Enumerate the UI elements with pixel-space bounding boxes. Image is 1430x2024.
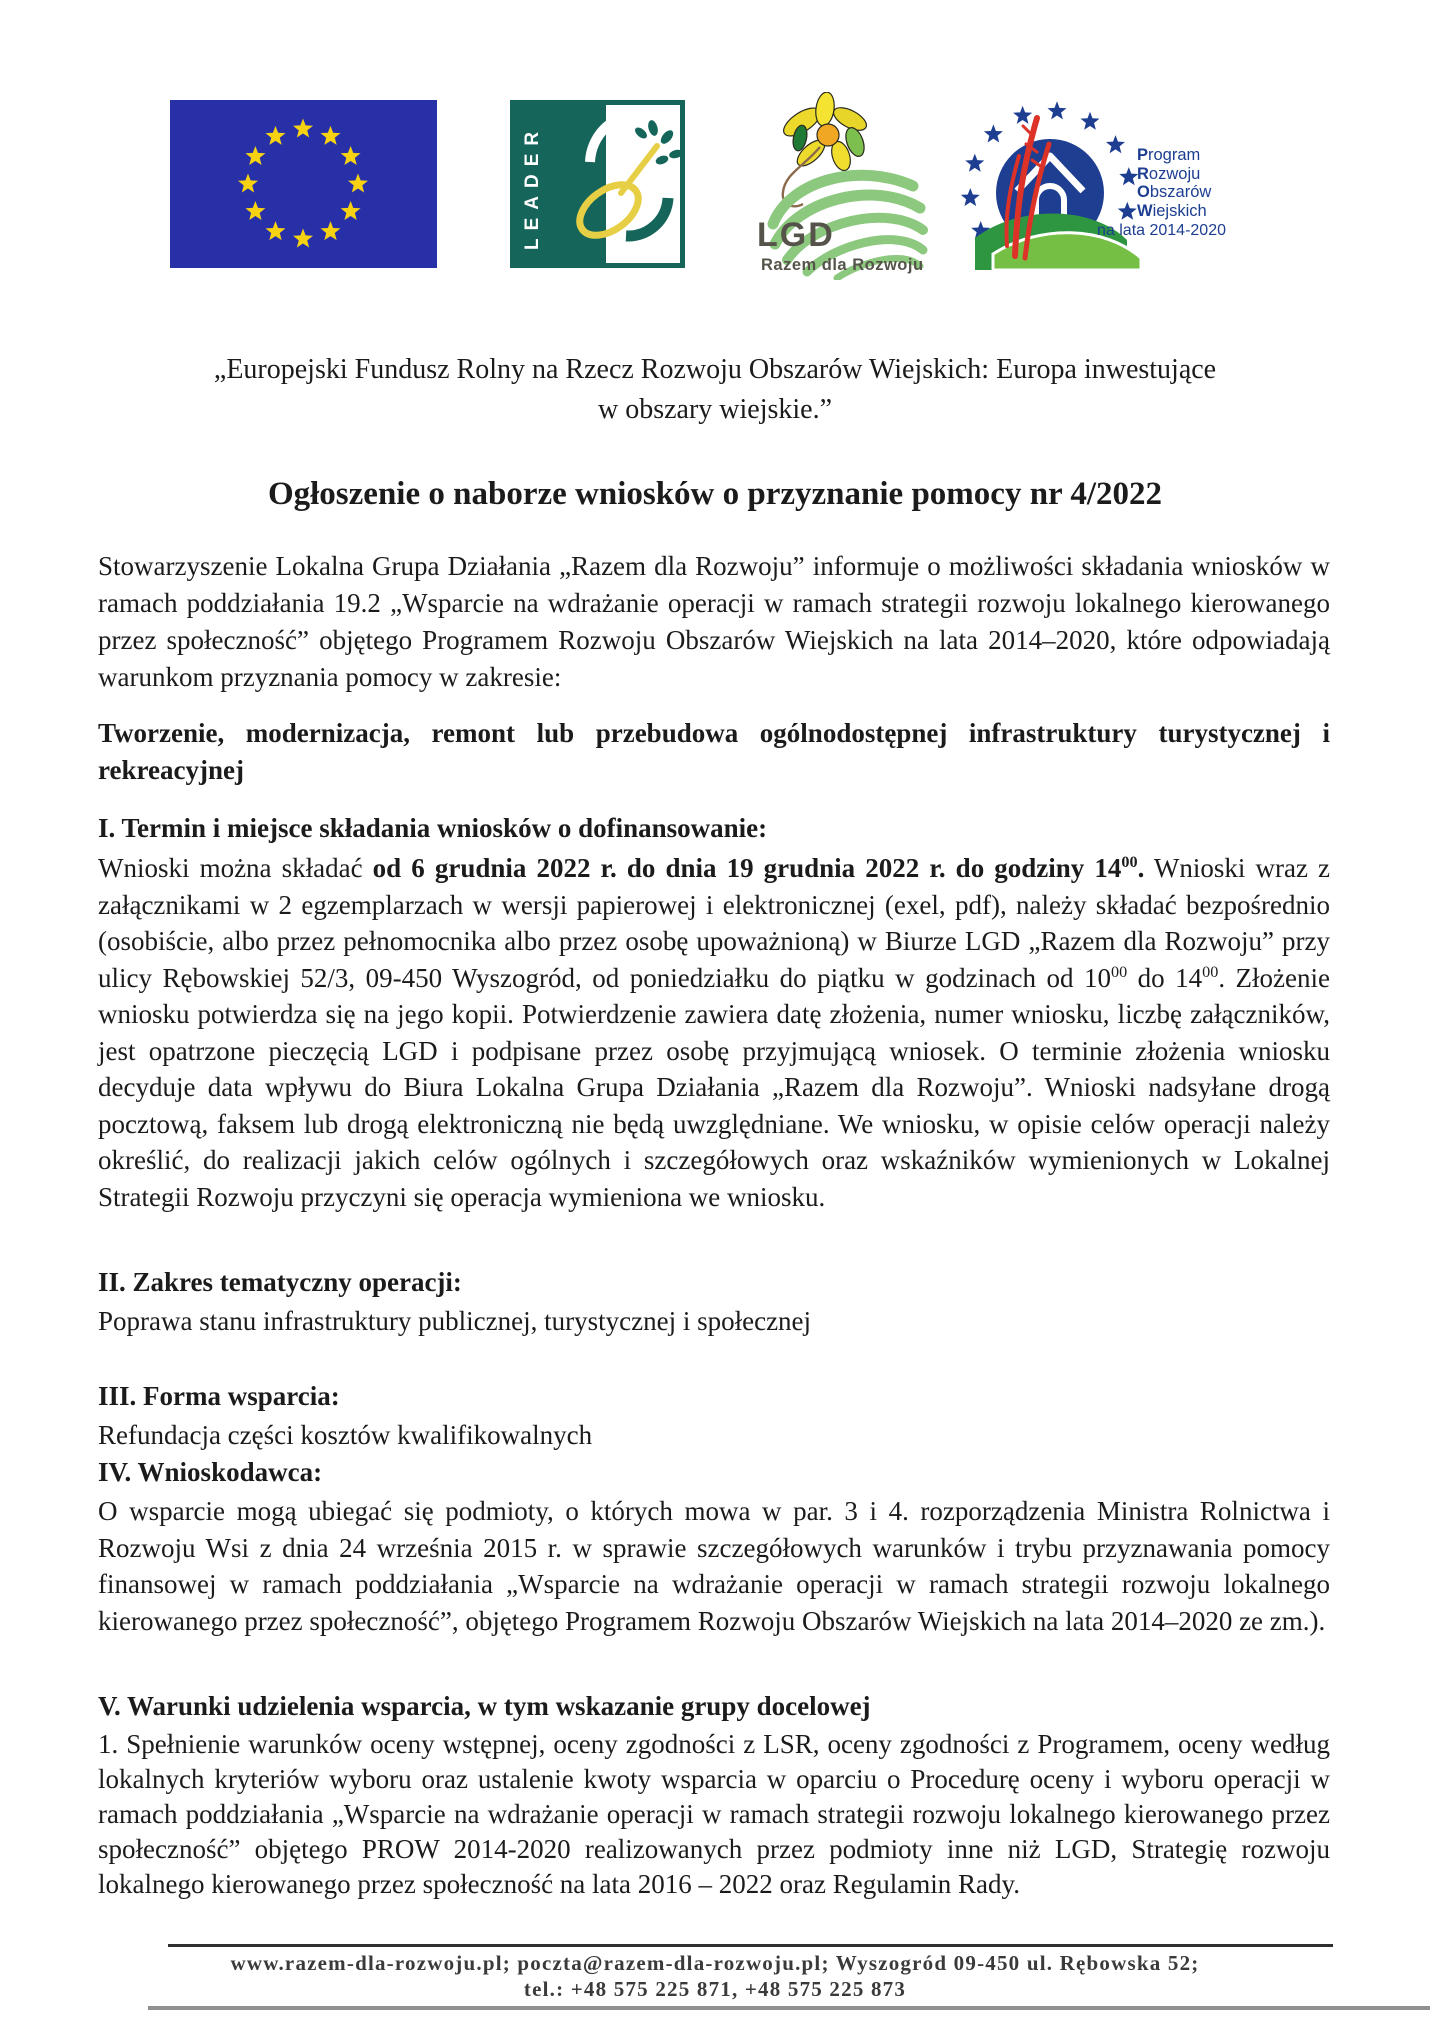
- section-3-heading: III. Forma wsparcia:: [98, 1381, 340, 1411]
- funding-quote-line1: „Europejski Fundusz Rolny na Rzecz Rozwoju Obszarów Wiejskich: Europa inwestujące: [213, 354, 1217, 385]
- scope-paragraph: Tworzenie, modernizacja, remont lub przebudowa ogólnodostępnej infrastruktury turystycznej i rekreacyjnej: [98, 718, 1330, 785]
- section-4-heading: IV. Wnioskodawca:: [98, 1457, 323, 1487]
- prow-years-label: na lata 2014-2020: [1097, 222, 1226, 239]
- eu-flag-logo: [170, 100, 437, 268]
- eu-flag-icon: [170, 100, 437, 268]
- footer: [0, 1950, 1430, 2002]
- section-2-heading: II. Zakres tematyczny operacji:: [98, 1267, 462, 1297]
- lgd-logo-acronym: LGD: [757, 216, 835, 254]
- prow-logo: [945, 96, 1255, 270]
- section-3-body: Refundacja części kosztów kwalifikowalnych: [98, 1420, 593, 1450]
- section-4-body: O wsparcie mogą ubiegać się podmioty, o których mowa w par. 3 i 4. rozporządzenia Ministra Rolnictwa i Rozwoju Wsi z dnia 24 września 2015 r. w sprawie szczegółowych warunków i trybu przyznawania pomocy finansowej w ramach poddziałania „Wsparcie na wdrażanie operacji w ramach strategii rozwoju lokalnego kierowanego przez społeczność”, objętego Programem Rozwoju Obszarów Wiejskich na lata 2014–2020 ze zm.).: [98, 1496, 1330, 1636]
- funding-quote-line2: w obszary wiejskie.”: [597, 394, 833, 425]
- funding-quote: [0, 350, 1430, 430]
- footer-contact-line: www.razem-dla-rozwoju.pl; poczta@razem-dla-rozwoju.pl; Wyszogród 09-450 ul. Rębowska 52;: [230, 1951, 1200, 1975]
- section-1-body: Wnioski można składać od 6 grudnia 2022 r. do dnia 19 grudnia 2022 r. do godziny $14^{00}$. Wnioski wraz z załącznikami w 2 egzemplarzach w wersji papierowej i elektronicznej (exel, pdf), należy składać bezpośrednio (osobiście, albo przez pełnomocnika albo przez osobę upoważnioną) w Biurze LGD „Razem dla Rozwoju” przy ulicy Rębowskiej 52/3, 09-450 Wyszogród, od poniedziałku do piątku w godzinach od $10^{00}$ do $14^{00}$. Złożenie wniosku potwierdza się na jego kopii. Potwierdzenie zawiera datę złożenia, numer wniosku, liczbę załączników, jest opatrzone pieczęcią LGD i podpisane przez osobę przyjmującą wniosek. O terminie złożenia wniosku decyduje data wpływu do Biura Lokalna Grupa Działania „Razem dla Rozwoju”. Wnioski nadsyłane drogą pocztową, faksem lub drogą elektroniczną nie będą uwzględniane. We wniosku, w opisie celów operacji należy określić, do realizacji jakich celów ogólnych i szczegółowych oraz wskaźników wymienionych w Lokalnej Strategii Rozwoju przyczyni się operacja wymieniona we wniosku.: [98, 853, 1331, 1212]
- prow-logo-text: [1137, 146, 1211, 220]
- section-5-heading: V. Warunki udzielenia wsparcia, w tym wskazanie grupy docelowej: [98, 1691, 871, 1721]
- prow-line-obszarow: Obszarów: [1137, 183, 1212, 201]
- lgd-logo: [745, 92, 940, 280]
- footer-top-rule: [168, 1944, 1333, 1947]
- prow-line-program: Program: [1137, 146, 1201, 164]
- footer-bottom-rule: [148, 2006, 1430, 2010]
- section-1-heading: I. Termin i miejsce składania wniosków o dofinansowanie:: [98, 813, 768, 843]
- section-5-body: 1. Spełnienie warunków oceny wstępnej, oceny zgodności z LSR, oceny zgodności z Programem, oceny według lokalnych kryteriów wyboru oraz ustalenie kwoty wsparcia w oparciu o Procedurę oceny i wyboru operacji w ramach poddziałania „Wsparcie na wdrażanie operacji w ramach strategii rozwoju lokalnego kierowanego przez społeczność” objętego PROW 2014-2020 realizowanych przez podmioty inne niż LGD, Strategię rozwoju lokalnego kierowanego przez społeczność na lata 2016 – 2022 oraz Regulamin Rady.: [98, 1729, 1330, 1899]
- intro-paragraph: Stowarzyszenie Lokalna Grupa Działania „Razem dla Rozwoju” informuje o możliwości składania wniosków w ramach poddziałania 19.2 „Wsparcie na wdrażanie operacji w ramach strategii rozwoju lokalnego kierowanego przez społeczność” objętego Programem Rozwoju Obszarów Wiejskich na lata 2014–2020, które odpowiadają warunkom przyznania pomocy w zakresie:: [98, 551, 1330, 692]
- prow-line-wiejskich: Wiejskich: [1137, 201, 1207, 220]
- leader-logo-text: LEADER: [522, 123, 543, 250]
- section-2-body: Poprawa stanu infrastruktury publicznej, turystycznej i społecznej: [98, 1306, 812, 1336]
- leader-logo: [510, 100, 685, 268]
- footer-phone-line: tel.: +48 575 225 871, +48 575 225 873: [523, 1977, 907, 2001]
- page-title: Ogłoszenie o naborze wniosków o przyznanie pomocy nr 4/2022: [267, 476, 1163, 512]
- lgd-logo-subtitle: Razem dla Rozwoju: [761, 256, 924, 274]
- prow-line-rozwoju: Rozwoju: [1137, 164, 1201, 183]
